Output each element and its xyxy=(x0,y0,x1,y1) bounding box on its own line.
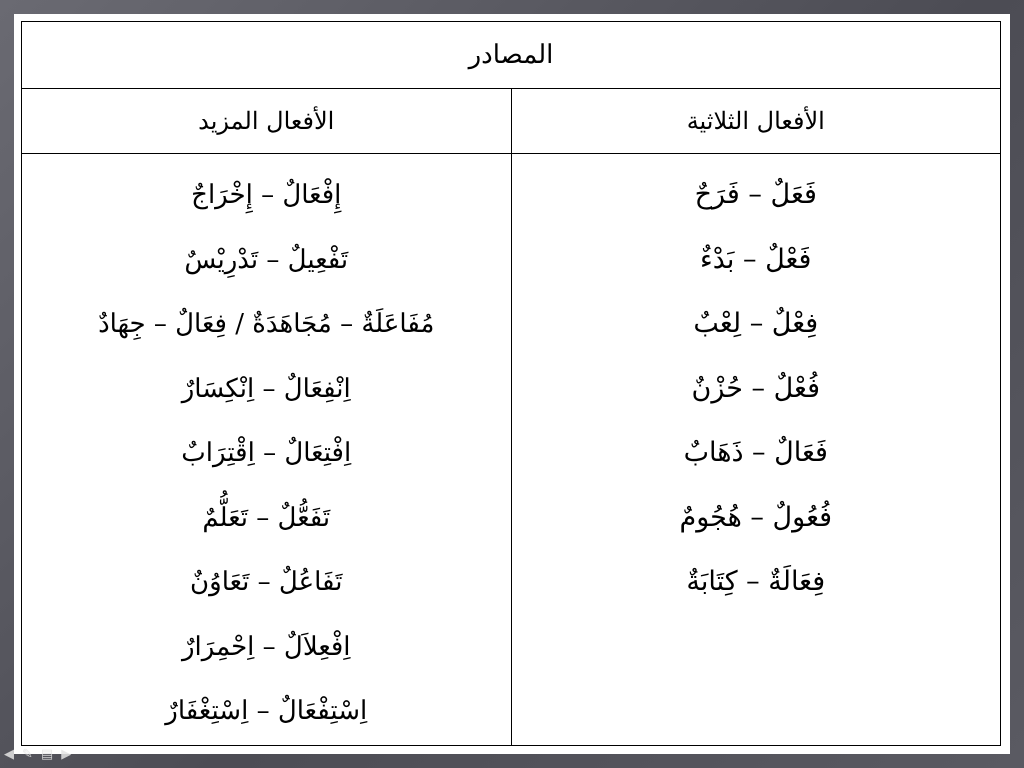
list-item: فُعْلٌ – حُزْنٌ xyxy=(691,372,820,404)
arrow-right-icon[interactable]: ▶ xyxy=(61,747,72,762)
masdar-table xyxy=(21,21,1001,746)
list-item: فِعْلٌ – لِعْبٌ xyxy=(693,308,819,339)
slideshow-nav xyxy=(4,747,71,762)
list-item: اِفْتِعَالٌ – اِقْتِرَابٌ xyxy=(181,438,352,468)
table-title: المصادر xyxy=(22,22,1001,89)
thulathi-list xyxy=(512,154,1001,616)
list-item: اِنْفِعَالٌ – اِنْكِسَارٌ xyxy=(181,373,351,404)
header-mazid: الأفعال المزيد xyxy=(22,89,512,154)
title-row xyxy=(22,22,1001,89)
mazid-list xyxy=(22,154,511,745)
header-thulathi: الأفعال الثلاثية xyxy=(511,89,1001,154)
list-item: فَعَالٌ – ذَهَابٌ xyxy=(683,437,828,468)
thulathi-column xyxy=(511,154,1001,746)
list-item: اِفْعِلاَلٌ – اِحْمِرَارٌ xyxy=(181,631,351,662)
header-row xyxy=(22,89,1001,154)
list-item: إِفْعَالٌ – إِخْرَاجٌ xyxy=(191,180,342,210)
list-item: اِسْتِفْعَالٌ – اِسْتِغْفَارٌ xyxy=(165,696,368,726)
list-item: تَفَعُّلٌ – تَعَلُّمٌ xyxy=(202,502,331,533)
list-item: مُفَاعَلَةٌ – مُجَاهَدَةٌ / فِعَالٌ – جِهَادٌ xyxy=(98,309,435,339)
menu-icon[interactable]: ▤ xyxy=(40,747,54,762)
pen-icon[interactable]: ✎ xyxy=(22,747,33,762)
list-item: فَعَلٌ – فَرَحٌ xyxy=(694,179,817,210)
list-item: فُعُولٌ – هُجُومٌ xyxy=(679,501,832,533)
list-item: فِعَالَةٌ – كِتَابَةٌ xyxy=(686,566,826,597)
mazid-column xyxy=(22,154,512,746)
list-item: فَعْلٌ – بَدْءٌ xyxy=(700,243,812,275)
arrow-left-icon[interactable]: ◀ xyxy=(4,747,14,762)
list-item: تَفْعِيلٌ – تَدْرِيْسٌ xyxy=(184,244,349,275)
list-item: تَفَاعُلٌ – تَعَاوُنٌ xyxy=(190,567,343,597)
slide xyxy=(14,14,1010,754)
content-row xyxy=(22,154,1001,746)
